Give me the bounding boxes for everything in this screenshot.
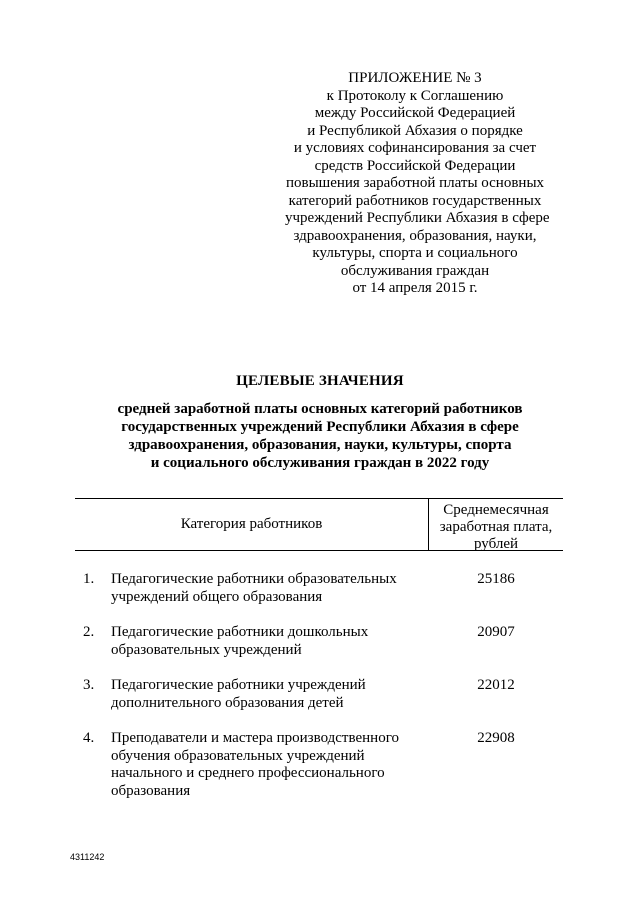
subtitle-line: и социального обслуживания граждан в 2022 году: [150, 455, 490, 471]
table-top-rule: [75, 498, 563, 499]
header-salary: [429, 502, 563, 553]
row-category-line: Педагогические работники дошкольных: [111, 624, 369, 640]
row-category-line: Педагогические работники образовательных: [111, 571, 397, 587]
subtitle-line: государственных учреждений Республики Абхазия в сфере: [121, 419, 519, 435]
appendix-line: повышения заработной платы основных: [285, 175, 545, 191]
row-category-line: дополнительного образования детей: [111, 694, 344, 711]
appendix-line: культуры, спорта и социального: [312, 245, 518, 261]
appendix-line: к Протоколу к Соглашению: [326, 87, 504, 104]
appendix-line: ПРИЛОЖЕНИЕ № 3: [348, 70, 482, 86]
row-category: [111, 730, 421, 800]
table-header-rule: [75, 550, 563, 551]
document-subtitle: [100, 400, 540, 472]
row-salary: 22908: [477, 730, 515, 746]
subtitle-line: здравоохранения, образования, науки, культуры, спорта: [128, 437, 512, 453]
row-category-line: Педагогические работники учреждений: [111, 677, 366, 693]
subtitle-line: средней заработной платы основных категорий работников: [117, 401, 523, 417]
row-category-line: Преподаватели и мастера производственного: [111, 730, 399, 746]
header-salary-line: заработная плата,: [439, 519, 553, 535]
row-category-line: обучения образовательных учреждений: [111, 747, 365, 764]
row-category-line: образования: [111, 782, 191, 799]
row-category: [111, 677, 421, 712]
appendix-line: между Российской Федерацией: [314, 105, 516, 121]
row-category-line: начального и среднего профессионального: [111, 765, 385, 781]
row-number: 3.: [83, 677, 95, 693]
appendix-line: средств Российской Федерации: [314, 157, 516, 174]
row-category: [111, 624, 421, 659]
appendix-line: учреждений Республики Абхазия в сфере: [285, 210, 550, 226]
header-salary-line: рублей: [473, 536, 519, 552]
row-number: 2.: [83, 624, 95, 640]
document-title: ЦЕЛЕВЫЕ ЗНАЧЕНИЯ: [236, 373, 404, 389]
appendix-line: и Республикой Абхазия о порядке: [307, 122, 523, 139]
appendix-line: здравоохранения, образования, науки,: [293, 227, 537, 244]
row-number: 1.: [83, 571, 95, 587]
document-number: 4311242: [70, 852, 105, 862]
appendix-line: и условиях софинансирования за счет: [293, 140, 537, 156]
appendix-line: от 14 апреля 2015 г.: [352, 280, 478, 296]
header-category: Категория работников: [180, 516, 323, 532]
appendix-line: обслуживания граждан: [340, 262, 490, 279]
row-category-line: учреждений общего образования: [111, 588, 323, 605]
row-category-line: образовательных учреждений: [111, 641, 302, 658]
appendix-header: [285, 70, 550, 298]
row-salary: 25186: [477, 571, 515, 587]
row-salary: 22012: [477, 677, 515, 693]
row-number: 4.: [83, 730, 95, 746]
row-category: [111, 571, 421, 606]
appendix-line: категорий работников государственных: [288, 192, 542, 209]
header-salary-line: Среднемесячная: [443, 502, 549, 518]
row-salary: 20907: [477, 624, 515, 640]
